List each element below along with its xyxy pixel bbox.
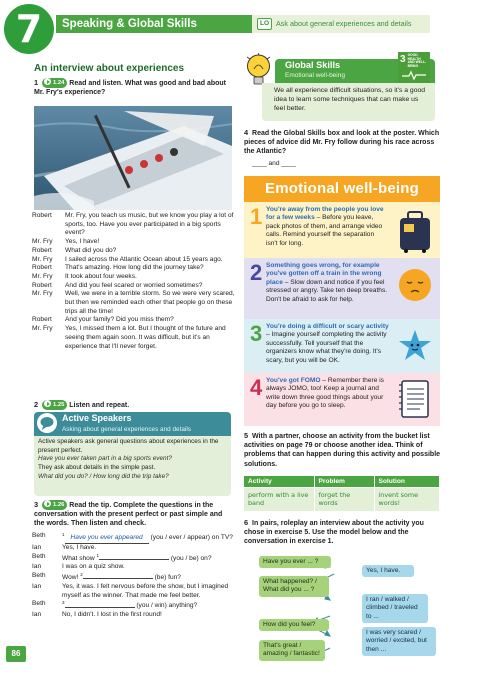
exercise-number: 2 [34, 400, 39, 409]
tip-body: Imagine yourself completing the activity successfully. Tell yourself that the organizers know what they're doing. It's scary, but you will be OK. [266, 331, 387, 364]
speaker-name: Mr. Fry [32, 290, 53, 298]
tip-body: Before you leave, pack photos of them, and arrange video calls. Remind yourself the separation isn't for long. [266, 214, 383, 247]
tip-body: Remember there is always JOMO, too! Keep a journal and write down three good things about your day before you go to sleep. [266, 377, 384, 410]
audio-button[interactable] [42, 400, 67, 410]
answer-line[interactable]: ____ and ____ [252, 160, 297, 167]
speaker-name: Beth [32, 552, 46, 560]
active-speakers-body [38, 438, 228, 481]
dialogue-line [32, 316, 237, 325]
model-answer-3: I was very scared / worried / excited, but then ... [362, 627, 436, 656]
tip-body: Slow down and notice if you feel stressed or angry. Take ten deep breaths. Don't be afraid to ask for help. [266, 278, 388, 303]
speaker-name: Beth [32, 532, 46, 539]
sdg-goal-badge [398, 52, 430, 84]
poster-title: Emotional well-being [244, 176, 440, 202]
poster-tip-2: 2 Something goes wrong, for example you've gotten off a train in the wrong place – Slow down and notice if you feel stressed or angry. Take ten deep breaths. Don't be afraid to ask for help. [244, 258, 440, 319]
speaker-name: Beth [32, 600, 46, 608]
poster-tip-3: 3 You're doing a difficult or scary activity – Imagine yourself completing the activity successfully. Tell yourself that the organizers know what they're doing. It's scary, but you will be OK. [244, 319, 440, 373]
speaker-name: Robert [32, 316, 52, 324]
speech-bubble-icon [37, 413, 57, 433]
exercise-number: 3 [34, 500, 39, 509]
audio-button[interactable] [42, 78, 67, 88]
answer-blank[interactable]: Have you ever appeared [65, 534, 149, 544]
answer-blank[interactable] [65, 601, 135, 608]
sailboat-image [34, 106, 232, 210]
conversation-text: (you / be) on? [170, 554, 212, 562]
speaker-name: Robert [32, 212, 52, 219]
page-title: Speaking & Global Skills [56, 15, 252, 33]
prompt-text: What show [62, 554, 95, 562]
exercise-instruction: In pairs, roleplay an interview about the activity you chose in exercise 5. Use the model below and the conversation in exercise 1. [244, 520, 424, 546]
tip-number: 3 [250, 321, 263, 346]
sdg-text: GOOD HEALTH AND WELL-BEING [407, 53, 427, 68]
global-skills-title: Global Skills [285, 60, 341, 70]
table-header: Problem [314, 476, 374, 488]
conversation-line [32, 553, 237, 564]
exercise-4 [244, 128, 444, 157]
gap-number: 1 [62, 532, 65, 537]
dialogue-line [32, 247, 237, 256]
answer-blank[interactable] [99, 553, 169, 560]
speaker-name: Mr. Fry [32, 272, 53, 280]
conversation-text: I was on a quiz show. [62, 563, 125, 571]
model-question-3: How did you feel? [259, 619, 329, 631]
speaker-name: Beth [32, 572, 46, 580]
exercise-instruction: Listen and repeat. [69, 402, 130, 409]
conversation-line [32, 611, 237, 620]
global-skills-subtitle: Emotional well-being [285, 72, 345, 79]
dialogue-text: Well, we were in a terrible storm. So we were very scared, but then we reminded each other that people go on these trips all the time! [65, 290, 235, 315]
dialogue-text: Yes, I have! [65, 238, 100, 246]
speaker-name: Robert [32, 281, 52, 289]
dialogue-text: And your family? Did you miss them? [65, 316, 174, 324]
tip-heading: Something goes wrong, for example you've gotten off a train in the wrong place [266, 262, 382, 286]
dialogue-text: What did you do? [65, 246, 117, 254]
speaker-name: Mr. Fry [32, 325, 53, 333]
journal-icon [398, 379, 432, 419]
tip-number: 4 [250, 375, 263, 400]
learning-objective: Ask about general experiences and details [276, 19, 412, 28]
model-question-1: Have you ever ... ? [259, 556, 331, 568]
table-cell: invent some words! [374, 488, 440, 511]
tip-number: 2 [250, 260, 263, 285]
dialogue-line [32, 290, 237, 316]
poster-tip-4: 4 You've got FOMO – Remember there is always JOMO, too! Keep a journal and write down three good things about your day before you go to sleep. [244, 373, 440, 426]
dialogue-line [32, 325, 237, 351]
gap-number: 3 [62, 600, 65, 606]
interview-dialogue [32, 212, 237, 351]
table-cell: forget the words [314, 488, 374, 511]
dialogue-line [32, 238, 237, 247]
audio-track: 1.24 [53, 80, 65, 86]
as-line-1: Active speakers ask general questions about experiences in the present perfect. [38, 438, 219, 454]
unit-number-badge: 7 [4, 4, 54, 54]
suitcase-icon [396, 210, 434, 254]
speaker-name: Ian [32, 563, 42, 571]
speaker-name: Mr. Fry [32, 238, 53, 246]
speaker-name: Ian [32, 611, 42, 619]
dialogue-text: That's amazing. How long did the journey take? [65, 264, 204, 272]
play-icon [44, 400, 51, 407]
exercise-instruction: Read the tip. Complete the questions in the conversation with the present perfect or past simple and the words. Then listen and check. [34, 502, 223, 528]
conversation-line [32, 583, 237, 600]
as-line-2: They ask about details in the simple past. [38, 463, 156, 471]
conversation-text: (you / ever / appear) on TV? [150, 534, 233, 542]
dialogue-line [32, 256, 237, 265]
table-row [244, 488, 440, 511]
tip-heading: You've got FOMO [266, 377, 321, 384]
tip-heading: You're away from the people you love for a few weeks [266, 206, 384, 222]
audio-button[interactable] [42, 500, 67, 510]
model-question-4: That's great / amazing / fantastic! [259, 640, 325, 661]
model-answer-2: I ran / walked / climbed / traveled to ... [362, 594, 428, 623]
active-speakers-title: Active Speakers [62, 413, 132, 423]
sdg-number: 3 [400, 54, 406, 65]
gap-number: 1 [96, 552, 99, 558]
exercise-2 [34, 400, 129, 410]
speaker-name: Mr. Fry [32, 255, 53, 263]
conversation-line [32, 600, 237, 611]
speaker-name: Robert [32, 264, 52, 272]
conversation-text: (you / win) anything? [136, 602, 198, 610]
lo-badge: LO [257, 18, 272, 30]
play-icon [44, 78, 51, 85]
exercise-number: 4 [244, 128, 249, 137]
exercise-5 [244, 431, 444, 469]
page-number: 86 [6, 646, 26, 662]
dialogue-line [32, 282, 237, 291]
activity-table [244, 476, 440, 511]
dialogue-text: Mr. Fry, you teach us music, but we know you play a lot of sports, too. Have you ever participated in a big sports event? [65, 212, 234, 237]
audio-track: 1.25 [53, 402, 65, 408]
conversation-line [32, 563, 237, 572]
active-speakers-subtitle: Asking about general experiences and details [62, 426, 191, 433]
gap-number: 2 [80, 572, 83, 578]
model-answer-1: Yes, I have. [362, 565, 414, 577]
prompt-text: Wow! [62, 574, 79, 582]
exercise-instruction: With a partner, choose an activity from the bucket list activities on page 79 or choose another idea. Think of problems that can happen during this activity and possible solutions. [244, 433, 441, 468]
dialogue-text: It took about four weeks. [65, 272, 137, 280]
exercise-number: 5 [244, 431, 249, 440]
dialogue-text: Yes, I missed them a lot. But I thought of the future and seeing them again soon. It was difficult, but it's an experience that I'll never forget. [65, 325, 226, 350]
exercise-6 [244, 518, 444, 547]
table-header: Activity [244, 476, 314, 488]
dialogue-text: And did you feel scared or worried sometimes? [65, 281, 203, 289]
model-question-2: What happened? / What did you ... ? [259, 576, 329, 597]
exercise-3 [34, 500, 234, 529]
conversation-line [32, 532, 237, 544]
as-example-2: What did you do? / How long did the trip take? [38, 472, 169, 480]
tip-heading: You're doing a difficult or scary activity [266, 323, 389, 330]
exercise-instruction: Read and listen. What was good and bad about Mr. Fry's experience? [34, 80, 226, 97]
poster-tip-1: 1 You're away from the people you love for a few weeks – Before you leave, pack photos of them, and arrange video calls. Remind yourself the separation isn't for long. [244, 202, 440, 258]
conversation-text: Yes, it was. I felt nervous before the show, but I imagined myself as the winner. That made me feel better. [62, 583, 229, 599]
exercise-number: 6 [244, 518, 249, 527]
sailing-photo [34, 106, 232, 210]
as-example-1: Have you ever taken part in a big sports event? [38, 455, 172, 463]
conversation-text: (be) fun? [154, 574, 181, 582]
audio-track: 1.26 [53, 502, 65, 508]
dialogue-line [32, 264, 237, 273]
exercise-number: 1 [34, 78, 39, 87]
star-face-icon [398, 329, 432, 363]
dialogue-line [32, 273, 237, 282]
heartbeat-icon [400, 69, 428, 81]
speaker-name: Robert [32, 246, 52, 254]
conversation-line [32, 572, 237, 583]
conversation-line [32, 544, 237, 553]
calm-face-icon [398, 268, 432, 302]
table-cell: perform with a live band [244, 488, 314, 511]
dialogue-line [32, 212, 237, 238]
speaker-name: Ian [32, 543, 42, 551]
conversation-text: Yes, I have. [62, 543, 97, 551]
answer-blank[interactable] [83, 572, 153, 579]
exercise-instruction: Read the Global Skills box and look at the poster. Which pieces of advice did Mr. Fry follow during his race across the Atlantic? [244, 130, 440, 156]
speaker-name: Ian [32, 583, 42, 591]
fill-in-conversation [32, 532, 237, 620]
play-icon [44, 500, 51, 507]
tip-number: 1 [250, 204, 263, 229]
conversation-text: No, I didn't. I lost in the first round! [62, 611, 162, 619]
table-header: Solution [374, 476, 440, 488]
global-skills-body: We all experience difficult situations, so it's a good idea to learn some techniques that can make us feel better. [262, 83, 435, 121]
section-title: An interview about experiences [34, 63, 185, 74]
dialogue-text: I sailed across the Atlantic Ocean about 15 years ago. [65, 255, 223, 263]
exercise-1 [34, 78, 234, 97]
